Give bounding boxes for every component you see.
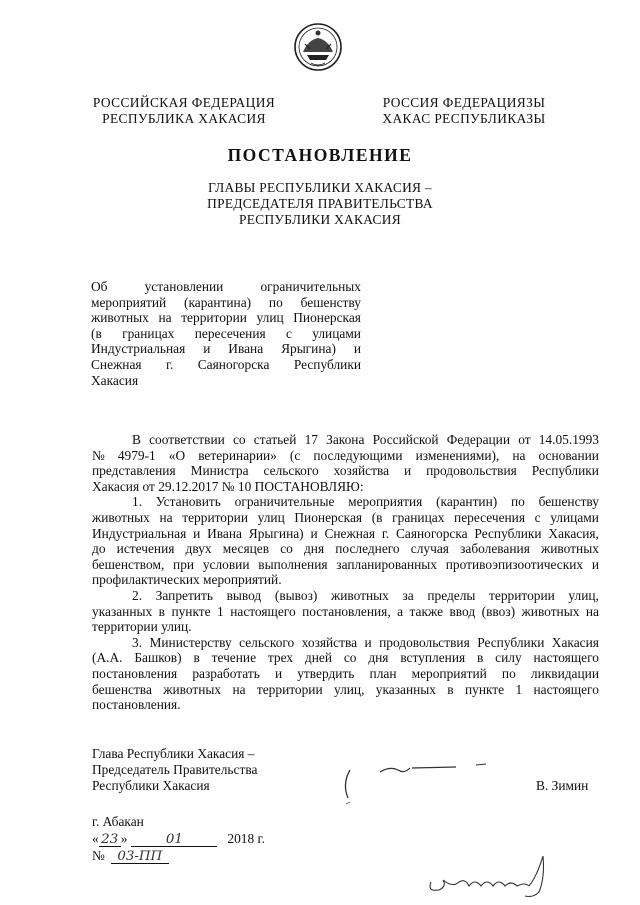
subject-line: Об установлении ограничительных: [91, 279, 361, 294]
body-line: 2. Запретить вывод (вывоз) животных за пределы территории улиц,: [132, 587, 599, 603]
body-line: № 4979-1 «О ветеринарии» (с последующими изменениями), на основании: [92, 447, 599, 463]
handwritten-visa: [425, 852, 555, 902]
body-line: 3. Министерству сельского хозяйства и продовольствия Республики Хакасия: [132, 634, 599, 650]
body-line: Хакасия от 29.12.2017 № 10 ПОСТАНОВЛЯЮ:: [92, 478, 364, 494]
coat-of-arms-emblem: [293, 22, 343, 72]
signatory-line-1: Глава Республики Хакасия –: [92, 746, 255, 761]
body-line: профилактических мероприятий.: [92, 572, 282, 588]
date-close-quote: »: [120, 831, 128, 846]
header-right: [360, 95, 568, 127]
handwritten-signature: [338, 758, 498, 808]
body-line: Индустриальная и Ивана Ярыгина) и Снежная г. Саяногорска Республики Хакасия,: [92, 525, 599, 541]
subject-line: Хакасия: [91, 372, 139, 388]
subject-line: Снежная г. Саяногорска Республики: [91, 356, 361, 372]
body-line: бешенством, при условии выполнения запланированных противоэпизоотических и: [92, 556, 599, 572]
body-line: указанных в пункте 1 настоящего постановления, а также ввод (ввоз) животных на: [92, 603, 599, 619]
body-line: до истечения двух месяцев со дня последнего случая заболевания животных: [92, 541, 599, 557]
date-month: 01: [131, 833, 217, 847]
issue-city: г. Абакан: [92, 814, 144, 829]
body-line: территории улиц.: [92, 619, 192, 635]
signatory-title: [92, 746, 257, 794]
signatory-name: В. Зимин: [536, 778, 589, 793]
date-year: 2018 г.: [227, 831, 265, 846]
header-right-line-2: ХАКАС РЕСПУБЛИКАЗЫ: [382, 111, 546, 126]
subject-line: (в границах пересечения с улицами: [91, 325, 361, 341]
document-subject: [91, 279, 361, 388]
date-open-quote: «: [92, 831, 99, 846]
subtitle-line-3: РЕСПУБЛИКИ ХАКАСИЯ: [239, 212, 401, 227]
document-body: [92, 432, 599, 713]
number-value: 03-ПП: [111, 850, 169, 864]
date-day: 23: [99, 833, 121, 847]
body-line: постановления разработать и утвердить план мероприятий по ликвидации: [92, 665, 599, 681]
document-number: [92, 848, 169, 864]
body-line: бешенства животных на территории улиц, указанных в пункте 1 настоящего: [92, 681, 599, 697]
body-line: (А.А. Башков) в течение трех дней со дня вступления в силу настоящего: [92, 650, 599, 666]
number-prefix: №: [92, 848, 105, 863]
body-line: животных на территории улиц Пионерская (в границах пересечения с улицами: [92, 509, 599, 525]
document-title: ПОСТАНОВЛЕНИЕ: [227, 145, 413, 165]
body-line: 1. Установить ограничительные мероприятия (карантин) по бешенству: [132, 494, 599, 510]
header-left-line-2: РЕСПУБЛИКА ХАКАСИЯ: [102, 111, 266, 126]
body-line: представления Министра сельского хозяйства и продовольствия Республики: [92, 463, 599, 479]
subject-line: мероприятий (карантина) по бешенству: [91, 294, 361, 310]
header-left: [78, 95, 290, 127]
subject-line: Индустриальная и Ивана Ярыгина) и: [91, 341, 361, 357]
issue-date: [92, 831, 265, 847]
body-line: постановления.: [92, 697, 181, 713]
header-right-line-1: РОССИЯ ФЕДЕРАЦИЯЗЫ: [382, 95, 546, 110]
document-subtitle: [150, 180, 490, 228]
signatory-line-2: Председатель Правительства: [92, 762, 258, 777]
subject-line: животных на территории улиц Пионерская: [91, 310, 361, 326]
subtitle-line-2: ПРЕДСЕДАТЕЛЯ ПРАВИТЕЛЬСТВА: [207, 196, 433, 211]
header-left-line-1: РОССИЙСКАЯ ФЕДЕРАЦИЯ: [92, 95, 276, 110]
body-line: В соответствии со статьей 17 Закона Российской Федерации от 14.05.1993: [132, 432, 599, 447]
signatory-line-3: Республики Хакасия: [92, 778, 210, 793]
subtitle-line-1: ГЛАВЫ РЕСПУБЛИКИ ХАКАСИЯ –: [208, 180, 432, 195]
